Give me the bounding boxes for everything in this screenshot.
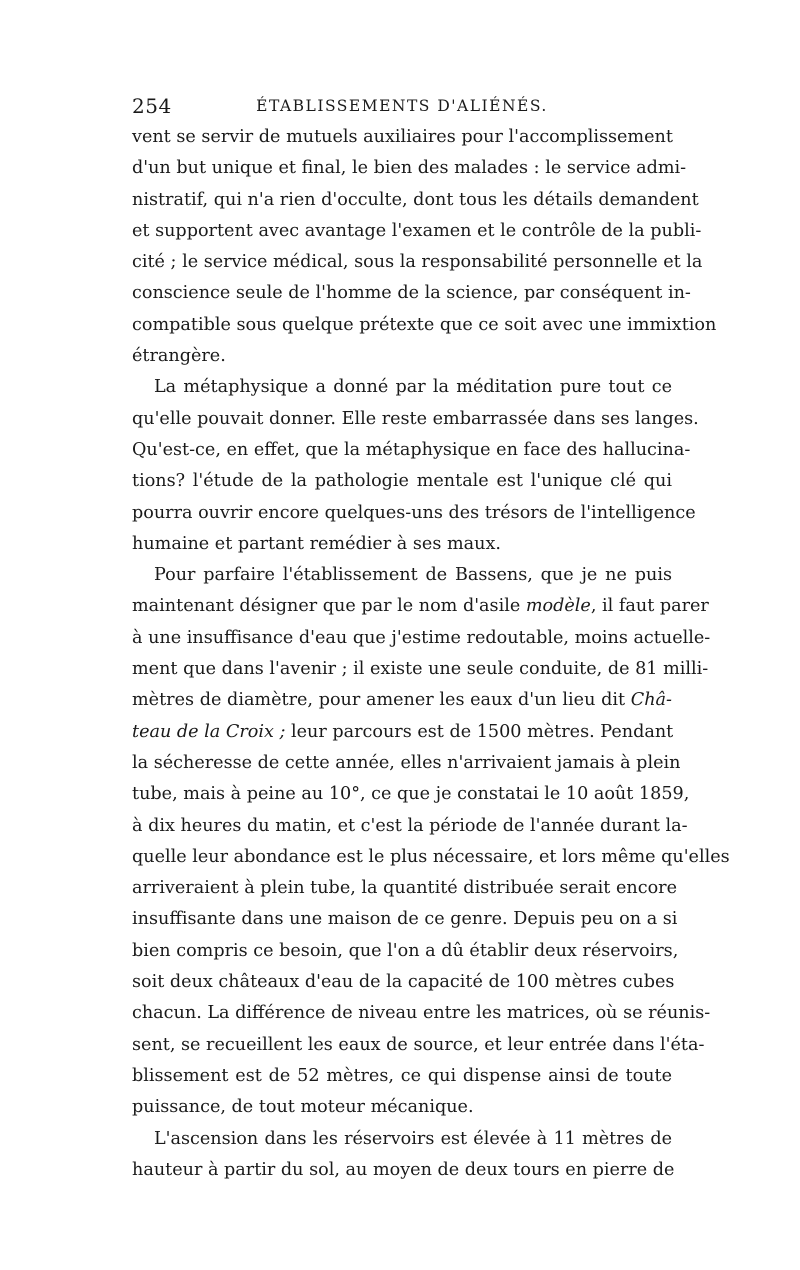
text-line: la sécheresse de cette année, elles n'arrivaient jamais à plein [132, 752, 681, 773]
text-line: soit deux châteaux d'eau de la capacité de 100 mètres cubes [132, 972, 675, 993]
text-run: mètres de diamètre, pour amener les eaux d'un lieu dit [132, 690, 631, 711]
text-line: tube, mais à peine au 10°, ce que je constatai le 10 août 1859, [132, 784, 690, 805]
text-run: leur parcours est de 1500 mètres. Pendant [285, 721, 674, 742]
text-line: puissance, de tout moteur mécanique. [132, 1097, 474, 1118]
text-line: chacun. La différence de niveau entre les matrices, où se réunis- [132, 1003, 711, 1024]
text-run: , il faut parer [590, 596, 709, 617]
text-line: bien compris ce besoin, que l'on a dû établir deux réservoirs, [132, 940, 679, 961]
text-line: pourra ouvrir encore quelques-uns des trésors de l'intelligence [132, 502, 696, 523]
text-line: sent, se recueillent les eaux de source, et leur entrée dans l'éta- [132, 1034, 705, 1055]
italic-text: modèle [525, 596, 591, 617]
running-title: ÉTABLISSEMENTS D'ALIÉNÉS. [256, 97, 548, 115]
text-line: ment que dans l'avenir ; il existe une seule conduite, de 81 milli- [132, 659, 709, 680]
page-header [132, 88, 672, 120]
text-line: Qu'est-ce, en effet, que la métaphysique en face des hallucina- [132, 439, 691, 460]
text-line: humaine et partant remédier à ses maux. [132, 533, 501, 554]
text-line: La métaphysique a donné par la méditation pure tout ce [154, 377, 672, 398]
text-line: vent se servir de mutuels auxiliaires pour l'accomplissement [132, 127, 673, 147]
text-line [132, 717, 672, 748]
text-run: maintenant désigner que par le nom d'asile [132, 596, 526, 617]
text-line: insuffisante dans une maison de ce genre. Depuis peu on a si [132, 909, 678, 930]
text-line: à dix heures du matin, et c'est la période de l'année durant la- [132, 815, 688, 836]
text-line: tions? l'étude de la pathologie mentale est l'unique clé qui [132, 471, 672, 492]
text-line: étrangère. [132, 346, 226, 367]
italic-text: Châ- [630, 690, 672, 711]
text-line: compatible sous quelque prétexte que ce soit avec une immixtion [132, 314, 717, 335]
text-line: qu'elle pouvait donner. Elle reste embarrassée dans ses langes. [132, 408, 699, 429]
text-line: quelle leur abondance est le plus nécessaire, et lors même qu'elles [132, 846, 730, 867]
text-line: conscience seule de l'homme de la science, par conséquent in- [132, 283, 691, 304]
text-line: nistratif, qui n'a rien d'occulte, dont tous les détails demandent [132, 189, 699, 210]
text-line: arriveraient à plein tube, la quantité distribuée serait encore [132, 878, 677, 899]
text-line: blissement est de 52 mètres, ce qui dispense ainsi de toute [132, 1065, 672, 1086]
text-line [132, 685, 672, 716]
text-line: d'un but unique et final, le bien des malades : le service admi- [132, 158, 687, 179]
text-line: à une insuffisance d'eau que j'estime redoutable, moins actuelle- [132, 627, 711, 648]
text-line: L'ascension dans les réservoirs est élevée à 11 mètres de [154, 1128, 672, 1149]
text-line: cité ; le service médical, sous la responsabilité personnelle et la [132, 252, 703, 273]
text-line: Pour parfaire l'établissement de Bassens, que je ne puis [154, 565, 672, 586]
body-text [132, 122, 730, 1186]
text-line: et supportent avec avantage l'examen et le contrôle de la publi- [132, 220, 702, 241]
text-line: hauteur à partir du sol, au moyen de deux tours en pierre de [132, 1159, 675, 1180]
page-number: 254 [132, 94, 172, 118]
text-line [132, 591, 709, 622]
italic-text: teau de la Croix ; [132, 721, 286, 742]
